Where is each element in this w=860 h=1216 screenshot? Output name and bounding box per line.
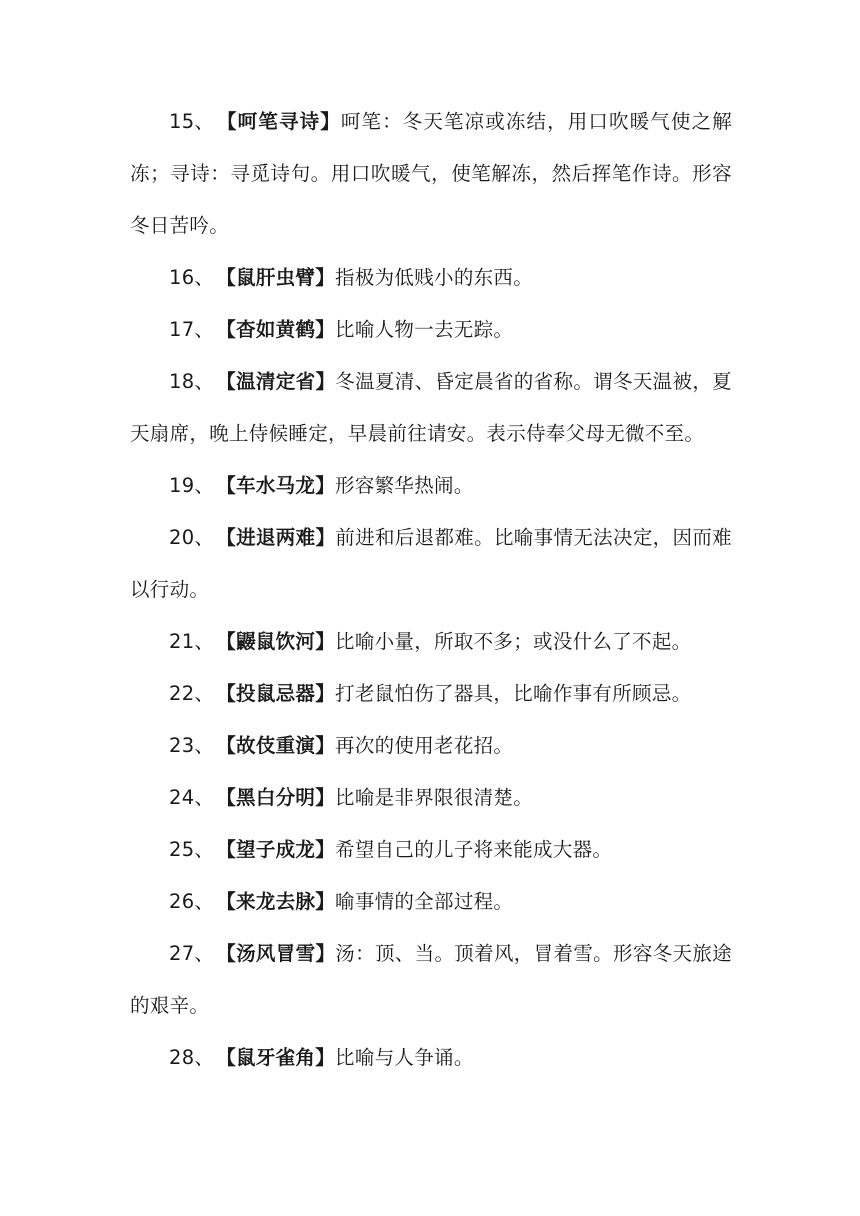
idiom-entry-17 — [130, 304, 732, 356]
entry-number: 27、 — [169, 942, 215, 965]
idiom-entry-16 — [130, 252, 732, 304]
idiom-definition: 前进和后退都难。比喻事情无法决定，因而难以行动。 — [130, 526, 732, 601]
idiom-term: 【杳如黄鹤】 — [216, 318, 336, 341]
idiom-definition: 再次的使用老花招。 — [335, 734, 514, 757]
idiom-entry-24 — [130, 772, 732, 824]
idiom-term: 【来龙去脉】 — [216, 890, 336, 913]
idiom-definition: 汤：顶、当。顶着风，冒着雪。形容冬天旅途的艰辛。 — [130, 942, 732, 1017]
idiom-entry-22 — [130, 668, 732, 720]
idiom-term: 【鼠牙雀角】 — [216, 1046, 336, 1069]
idiom-term: 【鼹鼠饮河】 — [216, 630, 336, 653]
idiom-entry-26 — [130, 876, 732, 928]
idiom-term: 【故伎重演】 — [216, 734, 336, 757]
entry-number: 15、 — [169, 110, 215, 133]
entry-number: 25、 — [169, 838, 215, 861]
document-page — [130, 96, 732, 1084]
idiom-term: 【进退两难】 — [216, 526, 336, 549]
idiom-definition: 希望自己的儿子将来能成大器。 — [335, 838, 613, 861]
idiom-definition: 比喻小量，所取不多；或没什么了不起。 — [335, 630, 692, 653]
entry-number: 21、 — [169, 630, 215, 653]
idiom-definition: 呵笔：冬天笔凉或冻结，用口吹暖气使之解冻；寻诗：寻觅诗句。用口吹暖气，使笔解冻，然后挥笔作诗。形容冬日苦吟。 — [130, 110, 732, 237]
entry-number: 20、 — [169, 526, 215, 549]
idiom-entry-23 — [130, 720, 732, 772]
idiom-definition: 形容繁华热闹。 — [335, 474, 474, 497]
idiom-term: 【温清定省】 — [216, 370, 336, 393]
idiom-definition: 比喻是非界限很清楚。 — [335, 786, 534, 809]
entry-number: 17、 — [169, 318, 215, 341]
idiom-definition: 喻事情的全部过程。 — [335, 890, 514, 913]
idiom-entry-25 — [130, 824, 732, 876]
idiom-entry-20 — [130, 512, 732, 616]
idiom-definition: 打老鼠怕伤了器具，比喻作事有所顾忌。 — [335, 682, 692, 705]
idiom-entry-28 — [130, 1032, 732, 1084]
idiom-term: 【车水马龙】 — [216, 474, 336, 497]
idiom-entry-19 — [130, 460, 732, 512]
idiom-entry-18 — [130, 356, 732, 460]
idiom-term: 【汤风冒雪】 — [216, 942, 336, 965]
idiom-term: 【望子成龙】 — [216, 838, 336, 861]
entry-number: 19、 — [169, 474, 215, 497]
idiom-term: 【黑白分明】 — [216, 786, 336, 809]
entry-number: 23、 — [169, 734, 215, 757]
idiom-entry-15 — [130, 96, 732, 252]
idiom-entry-21 — [130, 616, 732, 668]
entry-number: 16、 — [169, 266, 215, 289]
idiom-definition: 比喻与人争诵。 — [335, 1046, 474, 1069]
idiom-entry-27 — [130, 928, 732, 1032]
entry-number: 26、 — [169, 890, 215, 913]
entry-number: 24、 — [169, 786, 215, 809]
idiom-definition: 冬温夏清、昏定晨省的省称。谓冬天温被，夏天扇席，晚上侍候睡定，早晨前往请安。表示侍奉父母无微不至。 — [130, 370, 732, 445]
idiom-term: 【呵笔寻诗】 — [216, 110, 341, 133]
entry-number: 28、 — [169, 1046, 215, 1069]
entry-number: 22、 — [169, 682, 215, 705]
idiom-term: 【鼠肝虫臂】 — [216, 266, 336, 289]
idiom-definition: 比喻人物一去无踪。 — [335, 318, 514, 341]
idiom-term: 【投鼠忌器】 — [216, 682, 336, 705]
entry-number: 18、 — [169, 370, 215, 393]
idiom-definition: 指极为低贱小的东西。 — [335, 266, 534, 289]
